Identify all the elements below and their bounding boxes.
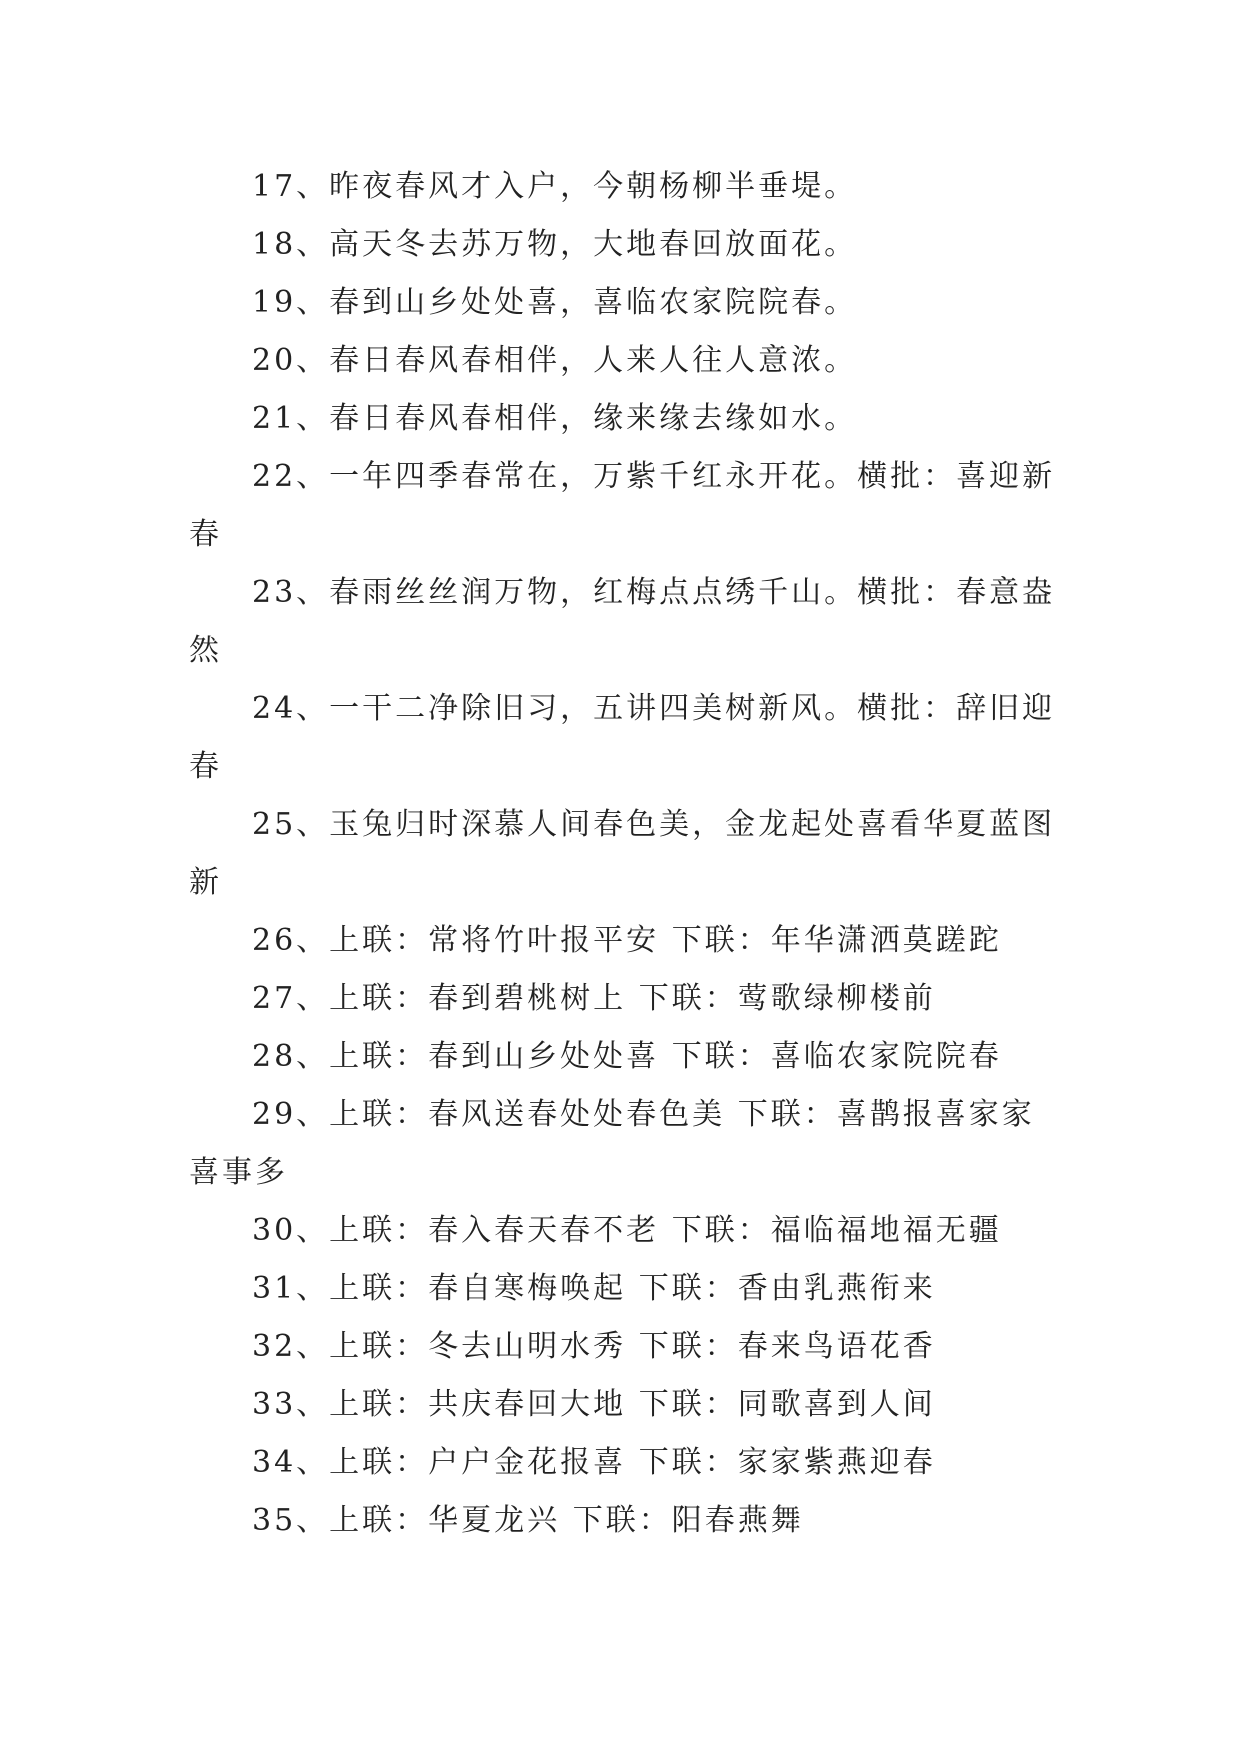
couplet-item: 21、春日春风春相伴，缘来缘去缘如水。 [252,401,858,436]
couplet-item: 18、高天冬去苏万物，大地春回放面花。 [252,227,858,262]
couplet-item: 28、上联：春到山乡处处喜 下联：喜临农家院院春 [252,1039,1002,1074]
couplet-item-continuation: 新 [189,865,222,900]
couplet-item: 24、一干二净除旧习，五讲四美树新风。横批：辞旧迎 [252,691,1056,726]
couplet-item: 31、上联：春自寒梅唤起 下联：香由乳燕衔来 [252,1271,936,1306]
couplet-item: 25、玉兔归时深慕人间春色美，金龙起处喜看华夏蓝图 [252,807,1056,842]
couplet-item: 27、上联：春到碧桃树上 下联：莺歌绿柳楼前 [252,981,936,1016]
couplet-item: 17、昨夜春风才入户，今朝杨柳半垂堤。 [252,169,858,204]
couplet-item: 32、上联：冬去山明水秀 下联：春来鸟语花香 [252,1329,936,1364]
couplet-item: 29、上联：春风送春处处春色美 下联：喜鹊报喜家家 [252,1097,1035,1132]
couplet-list [189,158,1056,1550]
couplet-item-continuation: 喜事多 [189,1155,288,1190]
couplet-item: 26、上联：常将竹叶报平安 下联：年华潇洒莫蹉跎 [252,923,1002,958]
couplet-item-continuation: 春 [189,749,222,784]
couplet-item-continuation: 春 [189,517,222,552]
couplet-item: 22、一年四季春常在，万紫千红永开花。横批：喜迎新 [252,459,1056,494]
couplet-item: 30、上联：春入春天春不老 下联：福临福地福无疆 [252,1213,1002,1248]
couplet-item: 34、上联：户户金花报喜 下联：家家紫燕迎春 [252,1445,936,1480]
couplet-item: 20、春日春风春相伴，人来人往人意浓。 [252,343,858,378]
couplet-item: 23、春雨丝丝润万物，红梅点点绣千山。横批：春意盎 [252,575,1056,610]
couplet-item: 35、上联：华夏龙兴 下联：阳春燕舞 [252,1503,804,1538]
couplet-item-continuation: 然 [189,633,222,668]
couplet-item: 19、春到山乡处处喜，喜临农家院院春。 [252,285,858,320]
couplet-item: 33、上联：共庆春回大地 下联：同歌喜到人间 [252,1387,936,1422]
